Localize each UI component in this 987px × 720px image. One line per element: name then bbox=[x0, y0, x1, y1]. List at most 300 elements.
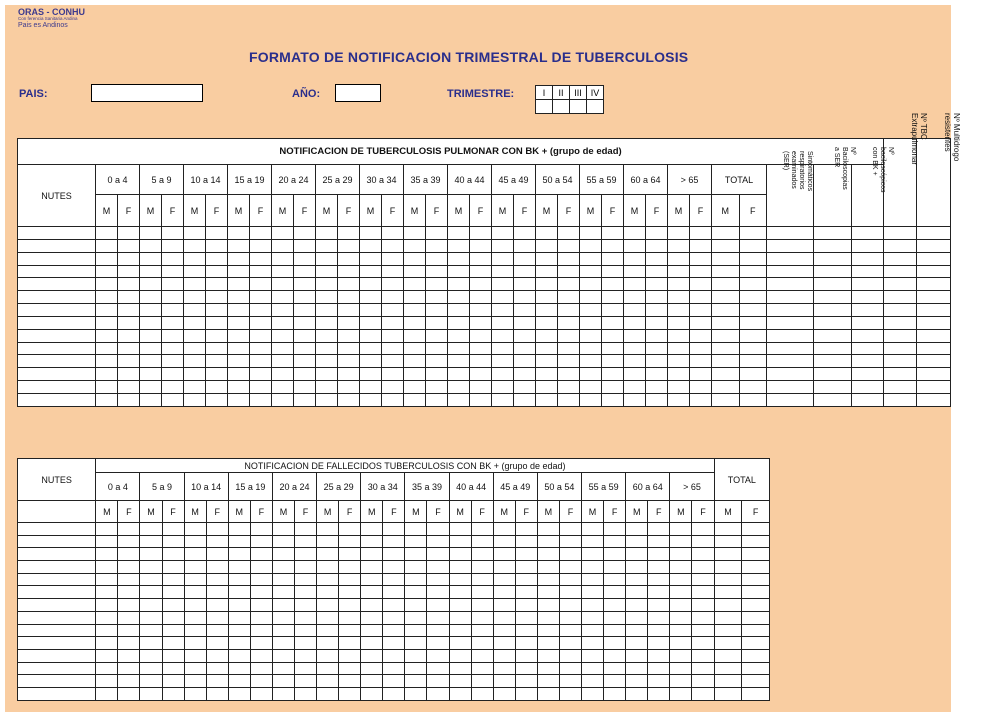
data-cell[interactable] bbox=[294, 599, 316, 612]
data-cell[interactable] bbox=[405, 611, 427, 624]
data-cell[interactable] bbox=[514, 227, 536, 240]
data-cell[interactable] bbox=[427, 611, 449, 624]
data-cell[interactable] bbox=[338, 381, 360, 394]
data-cell[interactable] bbox=[536, 304, 558, 317]
data-cell[interactable] bbox=[536, 265, 558, 278]
data-cell[interactable] bbox=[471, 535, 493, 548]
data-cell[interactable] bbox=[228, 278, 250, 291]
data-cell[interactable] bbox=[537, 687, 559, 700]
data-cell[interactable] bbox=[383, 687, 405, 700]
data-cell[interactable] bbox=[338, 227, 360, 240]
data-cell[interactable] bbox=[250, 265, 272, 278]
data-cell[interactable] bbox=[714, 561, 742, 574]
data-cell[interactable] bbox=[250, 239, 272, 252]
data-cell[interactable] bbox=[18, 316, 96, 329]
data-cell[interactable] bbox=[404, 393, 426, 406]
data-cell[interactable] bbox=[228, 649, 250, 662]
data-cell[interactable] bbox=[646, 291, 668, 304]
data-cell[interactable] bbox=[228, 523, 250, 536]
data-cell[interactable] bbox=[361, 687, 383, 700]
data-cell[interactable] bbox=[852, 252, 884, 265]
data-cell[interactable] bbox=[228, 342, 250, 355]
data-cell[interactable] bbox=[471, 611, 493, 624]
data-cell[interactable] bbox=[648, 548, 670, 561]
data-cell[interactable] bbox=[692, 637, 714, 650]
data-cell[interactable] bbox=[852, 393, 884, 406]
data-cell[interactable] bbox=[712, 239, 740, 252]
data-cell[interactable] bbox=[917, 278, 951, 291]
data-cell[interactable] bbox=[140, 586, 162, 599]
data-cell[interactable] bbox=[646, 342, 668, 355]
data-cell[interactable] bbox=[580, 239, 602, 252]
data-cell[interactable] bbox=[404, 252, 426, 265]
data-cell[interactable] bbox=[514, 368, 536, 381]
data-cell[interactable] bbox=[448, 355, 470, 368]
data-cell[interactable] bbox=[739, 393, 767, 406]
data-cell[interactable] bbox=[206, 548, 228, 561]
data-cell[interactable] bbox=[360, 278, 382, 291]
data-cell[interactable] bbox=[580, 355, 602, 368]
data-cell[interactable] bbox=[646, 239, 668, 252]
data-cell[interactable] bbox=[626, 649, 648, 662]
data-cell[interactable] bbox=[404, 368, 426, 381]
data-cell[interactable] bbox=[493, 561, 515, 574]
data-cell[interactable] bbox=[537, 586, 559, 599]
data-cell[interactable] bbox=[96, 687, 118, 700]
data-cell[interactable] bbox=[317, 586, 339, 599]
data-cell[interactable] bbox=[670, 599, 692, 612]
data-cell[interactable] bbox=[427, 675, 449, 688]
data-cell[interactable] bbox=[118, 662, 140, 675]
data-cell[interactable] bbox=[648, 687, 670, 700]
data-cell[interactable] bbox=[852, 265, 884, 278]
data-cell[interactable] bbox=[648, 561, 670, 574]
data-cell[interactable] bbox=[405, 675, 427, 688]
data-cell[interactable] bbox=[449, 662, 471, 675]
data-cell[interactable] bbox=[449, 586, 471, 599]
data-cell[interactable] bbox=[18, 304, 96, 317]
data-cell[interactable] bbox=[470, 381, 492, 394]
data-cell[interactable] bbox=[767, 329, 814, 342]
data-cell[interactable] bbox=[118, 611, 140, 624]
data-cell[interactable] bbox=[162, 329, 184, 342]
data-cell[interactable] bbox=[449, 637, 471, 650]
data-cell[interactable] bbox=[383, 624, 405, 637]
data-cell[interactable] bbox=[580, 252, 602, 265]
data-cell[interactable] bbox=[383, 649, 405, 662]
data-cell[interactable] bbox=[470, 304, 492, 317]
data-cell[interactable] bbox=[604, 548, 626, 561]
data-cell[interactable] bbox=[316, 355, 338, 368]
data-cell[interactable] bbox=[228, 586, 250, 599]
data-cell[interactable] bbox=[250, 548, 272, 561]
data-cell[interactable] bbox=[624, 381, 646, 394]
data-cell[interactable] bbox=[690, 329, 712, 342]
data-cell[interactable] bbox=[537, 573, 559, 586]
data-cell[interactable] bbox=[228, 687, 250, 700]
data-cell[interactable] bbox=[250, 304, 272, 317]
data-cell[interactable] bbox=[448, 239, 470, 252]
data-cell[interactable] bbox=[917, 252, 951, 265]
data-cell[interactable] bbox=[250, 523, 272, 536]
data-cell[interactable] bbox=[96, 329, 118, 342]
data-cell[interactable] bbox=[515, 649, 537, 662]
data-cell[interactable] bbox=[338, 291, 360, 304]
data-cell[interactable] bbox=[140, 535, 162, 548]
data-cell[interactable] bbox=[272, 252, 294, 265]
data-cell[interactable] bbox=[767, 304, 814, 317]
data-cell[interactable] bbox=[514, 355, 536, 368]
data-cell[interactable] bbox=[580, 381, 602, 394]
data-cell[interactable] bbox=[690, 355, 712, 368]
data-cell[interactable] bbox=[228, 368, 250, 381]
data-cell[interactable] bbox=[712, 368, 740, 381]
data-cell[interactable] bbox=[492, 381, 514, 394]
data-cell[interactable] bbox=[96, 393, 118, 406]
data-cell[interactable] bbox=[427, 523, 449, 536]
data-cell[interactable] bbox=[162, 586, 184, 599]
data-cell[interactable] bbox=[228, 662, 250, 675]
data-cell[interactable] bbox=[294, 586, 316, 599]
data-cell[interactable] bbox=[668, 368, 690, 381]
data-cell[interactable] bbox=[18, 239, 96, 252]
data-cell[interactable] bbox=[250, 381, 272, 394]
data-cell[interactable] bbox=[162, 675, 184, 688]
data-cell[interactable] bbox=[206, 304, 228, 317]
data-cell[interactable] bbox=[339, 523, 361, 536]
data-cell[interactable] bbox=[767, 227, 814, 240]
data-cell[interactable] bbox=[670, 535, 692, 548]
data-cell[interactable] bbox=[602, 278, 624, 291]
data-cell[interactable] bbox=[580, 291, 602, 304]
trimestre-option[interactable]: II bbox=[553, 86, 570, 100]
data-cell[interactable] bbox=[580, 329, 602, 342]
data-cell[interactable] bbox=[604, 611, 626, 624]
data-cell[interactable] bbox=[580, 278, 602, 291]
data-cell[interactable] bbox=[493, 611, 515, 624]
data-cell[interactable] bbox=[18, 523, 96, 536]
data-cell[interactable] bbox=[118, 649, 140, 662]
data-cell[interactable] bbox=[470, 227, 492, 240]
data-cell[interactable] bbox=[852, 227, 884, 240]
data-cell[interactable] bbox=[272, 535, 294, 548]
data-cell[interactable] bbox=[712, 304, 740, 317]
data-cell[interactable] bbox=[670, 561, 692, 574]
data-cell[interactable] bbox=[184, 291, 206, 304]
data-cell[interactable] bbox=[537, 548, 559, 561]
data-cell[interactable] bbox=[492, 239, 514, 252]
data-cell[interactable] bbox=[228, 291, 250, 304]
data-cell[interactable] bbox=[427, 687, 449, 700]
data-cell[interactable] bbox=[206, 586, 228, 599]
data-cell[interactable] bbox=[272, 368, 294, 381]
data-cell[interactable] bbox=[602, 304, 624, 317]
data-cell[interactable] bbox=[184, 637, 206, 650]
data-cell[interactable] bbox=[339, 599, 361, 612]
data-cell[interactable] bbox=[493, 687, 515, 700]
data-cell[interactable] bbox=[360, 342, 382, 355]
data-cell[interactable] bbox=[317, 611, 339, 624]
data-cell[interactable] bbox=[250, 649, 272, 662]
data-cell[interactable] bbox=[228, 265, 250, 278]
data-cell[interactable] bbox=[558, 368, 580, 381]
data-cell[interactable] bbox=[559, 561, 581, 574]
data-cell[interactable] bbox=[626, 675, 648, 688]
data-cell[interactable] bbox=[515, 687, 537, 700]
data-cell[interactable] bbox=[228, 355, 250, 368]
data-cell[interactable] bbox=[361, 561, 383, 574]
data-cell[interactable] bbox=[739, 227, 767, 240]
data-cell[interactable] bbox=[692, 599, 714, 612]
data-cell[interactable] bbox=[558, 291, 580, 304]
data-cell[interactable] bbox=[96, 342, 118, 355]
data-cell[interactable] bbox=[558, 316, 580, 329]
data-cell[interactable] bbox=[582, 662, 604, 675]
data-cell[interactable] bbox=[471, 586, 493, 599]
data-cell[interactable] bbox=[118, 573, 140, 586]
data-cell[interactable] bbox=[339, 535, 361, 548]
data-cell[interactable] bbox=[767, 265, 814, 278]
data-cell[interactable] bbox=[648, 573, 670, 586]
data-cell[interactable] bbox=[852, 381, 884, 394]
data-cell[interactable] bbox=[18, 561, 96, 574]
data-cell[interactable] bbox=[742, 624, 770, 637]
data-cell[interactable] bbox=[184, 304, 206, 317]
data-cell[interactable] bbox=[739, 252, 767, 265]
data-cell[interactable] bbox=[316, 278, 338, 291]
data-cell[interactable] bbox=[382, 329, 404, 342]
data-cell[interactable] bbox=[294, 662, 316, 675]
data-cell[interactable] bbox=[536, 381, 558, 394]
data-cell[interactable] bbox=[383, 548, 405, 561]
data-cell[interactable] bbox=[559, 611, 581, 624]
data-cell[interactable] bbox=[162, 278, 184, 291]
data-cell[interactable] bbox=[515, 535, 537, 548]
data-cell[interactable] bbox=[317, 687, 339, 700]
data-cell[interactable] bbox=[670, 523, 692, 536]
data-cell[interactable] bbox=[767, 381, 814, 394]
data-cell[interactable] bbox=[559, 548, 581, 561]
data-cell[interactable] bbox=[118, 561, 140, 574]
data-cell[interactable] bbox=[316, 291, 338, 304]
data-cell[interactable] bbox=[383, 599, 405, 612]
data-cell[interactable] bbox=[228, 548, 250, 561]
data-cell[interactable] bbox=[427, 637, 449, 650]
data-cell[interactable] bbox=[427, 649, 449, 662]
data-cell[interactable] bbox=[361, 599, 383, 612]
data-cell[interactable] bbox=[582, 586, 604, 599]
data-cell[interactable] bbox=[18, 586, 96, 599]
data-cell[interactable] bbox=[582, 535, 604, 548]
data-cell[interactable] bbox=[558, 265, 580, 278]
data-cell[interactable] bbox=[162, 291, 184, 304]
data-cell[interactable] bbox=[626, 535, 648, 548]
data-cell[interactable] bbox=[404, 342, 426, 355]
data-cell[interactable] bbox=[493, 586, 515, 599]
data-cell[interactable] bbox=[471, 662, 493, 675]
data-cell[interactable] bbox=[917, 304, 951, 317]
data-cell[interactable] bbox=[558, 278, 580, 291]
data-cell[interactable] bbox=[338, 278, 360, 291]
data-cell[interactable] bbox=[228, 573, 250, 586]
data-cell[interactable] bbox=[427, 561, 449, 574]
data-cell[interactable] bbox=[493, 599, 515, 612]
data-cell[interactable] bbox=[140, 624, 162, 637]
data-cell[interactable] bbox=[162, 355, 184, 368]
data-cell[interactable] bbox=[470, 355, 492, 368]
data-cell[interactable] bbox=[18, 649, 96, 662]
data-cell[interactable] bbox=[767, 239, 814, 252]
data-cell[interactable] bbox=[692, 649, 714, 662]
data-cell[interactable] bbox=[646, 265, 668, 278]
data-cell[interactable] bbox=[426, 329, 448, 342]
data-cell[interactable] bbox=[471, 687, 493, 700]
data-cell[interactable] bbox=[294, 381, 316, 394]
data-cell[interactable] bbox=[852, 368, 884, 381]
data-cell[interactable] bbox=[272, 523, 294, 536]
data-cell[interactable] bbox=[646, 368, 668, 381]
data-cell[interactable] bbox=[382, 227, 404, 240]
data-cell[interactable] bbox=[582, 637, 604, 650]
data-cell[interactable] bbox=[604, 662, 626, 675]
data-cell[interactable] bbox=[228, 316, 250, 329]
trimestre-check-cell[interactable] bbox=[587, 100, 604, 114]
data-cell[interactable] bbox=[426, 381, 448, 394]
data-cell[interactable] bbox=[917, 368, 951, 381]
data-cell[interactable] bbox=[604, 637, 626, 650]
data-cell[interactable] bbox=[206, 291, 228, 304]
data-cell[interactable] bbox=[646, 227, 668, 240]
data-cell[interactable] bbox=[814, 304, 852, 317]
data-cell[interactable] bbox=[884, 393, 917, 406]
data-cell[interactable] bbox=[742, 523, 770, 536]
data-cell[interactable] bbox=[742, 662, 770, 675]
data-cell[interactable] bbox=[184, 355, 206, 368]
trimestre-check-cell[interactable] bbox=[553, 100, 570, 114]
data-cell[interactable] bbox=[294, 342, 316, 355]
data-cell[interactable] bbox=[470, 316, 492, 329]
data-cell[interactable] bbox=[690, 265, 712, 278]
data-cell[interactable] bbox=[536, 393, 558, 406]
data-cell[interactable] bbox=[162, 561, 184, 574]
data-cell[interactable] bbox=[184, 252, 206, 265]
data-cell[interactable] bbox=[739, 291, 767, 304]
data-cell[interactable] bbox=[648, 675, 670, 688]
data-cell[interactable] bbox=[604, 649, 626, 662]
data-cell[interactable] bbox=[382, 278, 404, 291]
data-cell[interactable] bbox=[470, 291, 492, 304]
data-cell[interactable] bbox=[742, 586, 770, 599]
data-cell[interactable] bbox=[184, 278, 206, 291]
data-cell[interactable] bbox=[852, 291, 884, 304]
data-cell[interactable] bbox=[382, 381, 404, 394]
data-cell[interactable] bbox=[814, 227, 852, 240]
data-cell[interactable] bbox=[361, 523, 383, 536]
data-cell[interactable] bbox=[471, 649, 493, 662]
data-cell[interactable] bbox=[316, 239, 338, 252]
data-cell[interactable] bbox=[250, 329, 272, 342]
data-cell[interactable] bbox=[712, 393, 740, 406]
data-cell[interactable] bbox=[383, 573, 405, 586]
data-cell[interactable] bbox=[18, 265, 96, 278]
data-cell[interactable] bbox=[492, 368, 514, 381]
data-cell[interactable] bbox=[162, 649, 184, 662]
data-cell[interactable] bbox=[580, 304, 602, 317]
data-cell[interactable] bbox=[250, 316, 272, 329]
data-cell[interactable] bbox=[668, 278, 690, 291]
data-cell[interactable] bbox=[917, 393, 951, 406]
data-cell[interactable] bbox=[670, 662, 692, 675]
data-cell[interactable] bbox=[739, 278, 767, 291]
data-cell[interactable] bbox=[448, 393, 470, 406]
data-cell[interactable] bbox=[294, 316, 316, 329]
data-cell[interactable] bbox=[96, 535, 118, 548]
data-cell[interactable] bbox=[184, 561, 206, 574]
data-cell[interactable] bbox=[604, 675, 626, 688]
data-cell[interactable] bbox=[272, 227, 294, 240]
data-cell[interactable] bbox=[537, 599, 559, 612]
data-cell[interactable] bbox=[537, 624, 559, 637]
data-cell[interactable] bbox=[558, 227, 580, 240]
data-cell[interactable] bbox=[162, 535, 184, 548]
data-cell[interactable] bbox=[714, 649, 742, 662]
data-cell[interactable] bbox=[140, 291, 162, 304]
data-cell[interactable] bbox=[558, 342, 580, 355]
data-cell[interactable] bbox=[383, 675, 405, 688]
data-cell[interactable] bbox=[361, 662, 383, 675]
data-cell[interactable] bbox=[360, 304, 382, 317]
data-cell[interactable] bbox=[582, 624, 604, 637]
data-cell[interactable] bbox=[714, 624, 742, 637]
data-cell[interactable] bbox=[206, 316, 228, 329]
data-cell[interactable] bbox=[228, 561, 250, 574]
data-cell[interactable] bbox=[162, 393, 184, 406]
data-cell[interactable] bbox=[140, 561, 162, 574]
data-cell[interactable] bbox=[668, 329, 690, 342]
data-cell[interactable] bbox=[712, 265, 740, 278]
data-cell[interactable] bbox=[493, 637, 515, 650]
data-cell[interactable] bbox=[493, 675, 515, 688]
data-cell[interactable] bbox=[492, 265, 514, 278]
data-cell[interactable] bbox=[206, 239, 228, 252]
data-cell[interactable] bbox=[604, 573, 626, 586]
data-cell[interactable] bbox=[118, 687, 140, 700]
data-cell[interactable] bbox=[250, 355, 272, 368]
data-cell[interactable] bbox=[317, 649, 339, 662]
data-cell[interactable] bbox=[692, 586, 714, 599]
data-cell[interactable] bbox=[471, 548, 493, 561]
data-cell[interactable] bbox=[580, 342, 602, 355]
data-cell[interactable] bbox=[361, 649, 383, 662]
data-cell[interactable] bbox=[668, 265, 690, 278]
data-cell[interactable] bbox=[559, 662, 581, 675]
data-cell[interactable] bbox=[360, 393, 382, 406]
data-cell[interactable] bbox=[294, 649, 316, 662]
data-cell[interactable] bbox=[852, 316, 884, 329]
data-cell[interactable] bbox=[272, 355, 294, 368]
data-cell[interactable] bbox=[405, 599, 427, 612]
data-cell[interactable] bbox=[272, 599, 294, 612]
data-cell[interactable] bbox=[316, 316, 338, 329]
data-cell[interactable] bbox=[272, 342, 294, 355]
data-cell[interactable] bbox=[692, 523, 714, 536]
data-cell[interactable] bbox=[404, 227, 426, 240]
data-cell[interactable] bbox=[228, 611, 250, 624]
data-cell[interactable] bbox=[272, 329, 294, 342]
data-cell[interactable] bbox=[767, 316, 814, 329]
data-cell[interactable] bbox=[206, 329, 228, 342]
data-cell[interactable] bbox=[426, 355, 448, 368]
